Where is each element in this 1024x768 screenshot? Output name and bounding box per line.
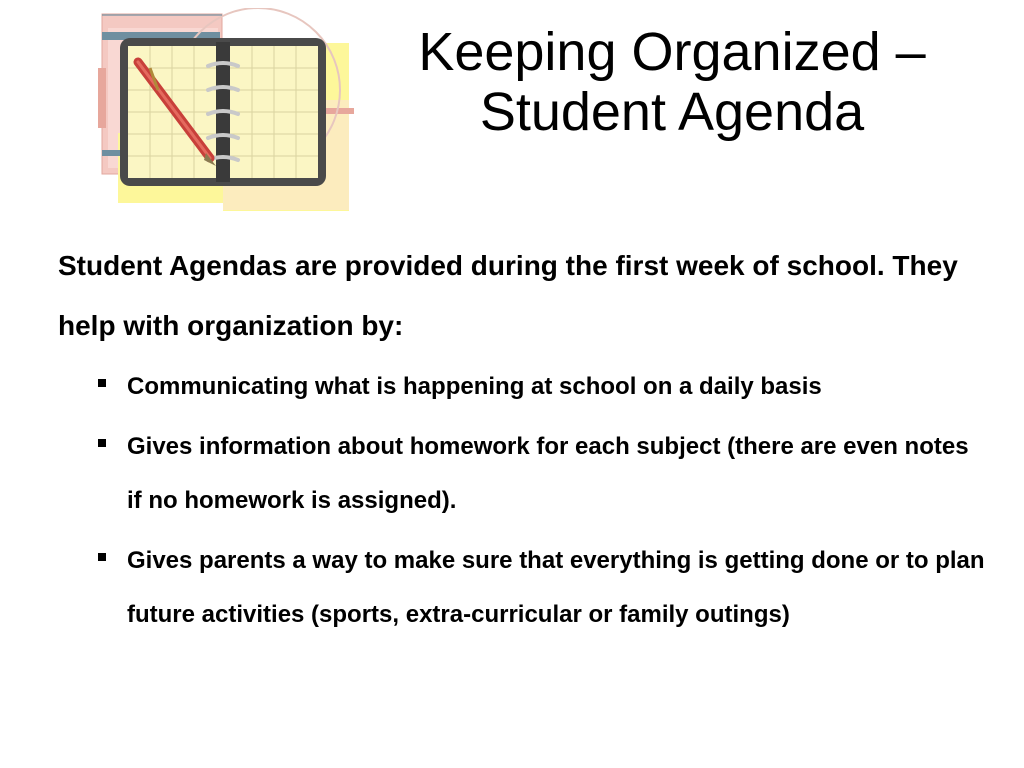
bullet-list — [98, 360, 988, 648]
intro-paragraph: Student Agendas are provided during the first week of school. They help with organization by: — [58, 250, 958, 341]
agenda-planner-icon — [98, 8, 354, 214]
bullet-text: Communicating what is happening at school on a daily basis — [127, 373, 822, 400]
bullet-text: Gives parents a way to make sure that everything is getting done or to plan future activities (sports, extra-curricular or family outings) — [127, 547, 985, 628]
title-line-1: Keeping Organized – — [418, 22, 926, 82]
title-line-2: Student Agenda — [479, 82, 865, 142]
bullet-text: Gives information about homework for each subject (there are even notes if no homework is assigned). — [127, 433, 969, 514]
slide-title — [372, 22, 972, 142]
square-bullet-icon — [98, 439, 106, 447]
square-bullet-icon — [98, 553, 106, 561]
bullet-item — [98, 534, 988, 642]
bullet-item — [98, 360, 988, 414]
bullet-item — [98, 420, 988, 528]
square-bullet-icon — [98, 379, 106, 387]
